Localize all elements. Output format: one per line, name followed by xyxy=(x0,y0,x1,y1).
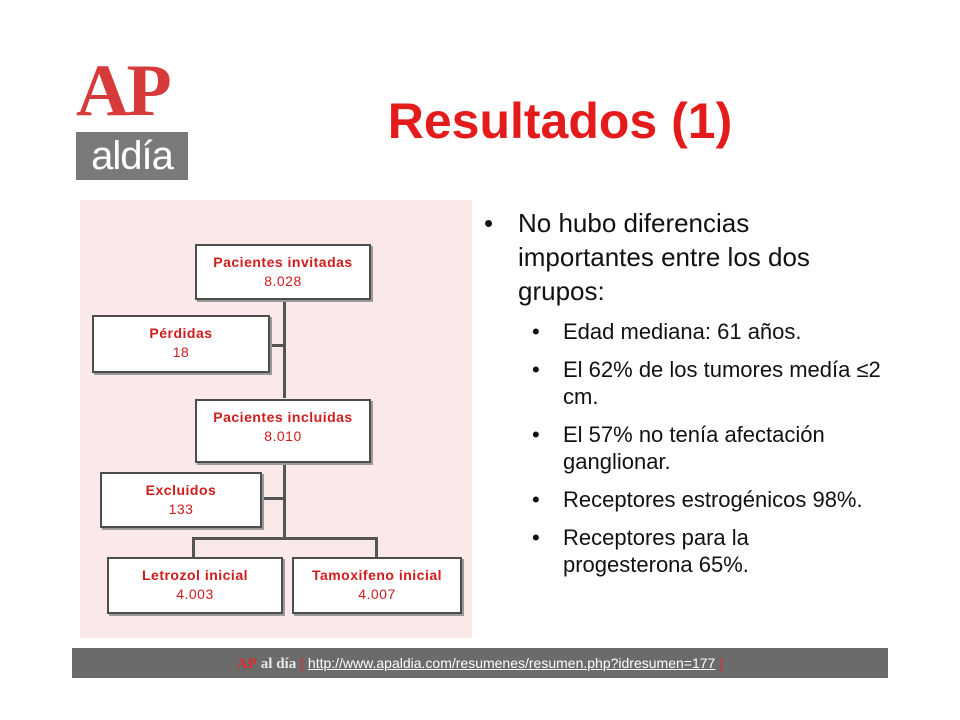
lost-label: Pérdidas xyxy=(149,325,213,341)
box-included xyxy=(195,399,371,463)
connector-excluded xyxy=(260,497,284,500)
box-tamoxifen xyxy=(292,557,462,614)
tamoxifen-value: 4.007 xyxy=(358,586,396,602)
bullet-sub-item: • El 62% de los tumores medía ≤2 cm. xyxy=(484,356,884,410)
footer-bar xyxy=(72,648,888,678)
results-bullet-list xyxy=(484,206,884,589)
excluded-label: Excluidos xyxy=(145,482,217,498)
box-lost xyxy=(92,315,270,373)
bullet-sub-item: • Edad mediana: 61 años. xyxy=(484,318,884,345)
bullet-sub-item: • Receptores estrogénicos 98%. xyxy=(484,486,884,513)
footer-url-link[interactable]: http://www.apaldia.com/resumenes/resumen.php?idresumen=177 xyxy=(307,655,716,671)
included-label: Pacientes incluidas xyxy=(213,409,353,425)
ap-al-dia-logo xyxy=(72,50,190,184)
connector-lost xyxy=(268,344,284,347)
connector-trunk-upper xyxy=(283,298,286,398)
footer-bracket-open: [ xyxy=(300,655,305,671)
invited-value: 8.028 xyxy=(264,273,302,289)
tamoxifen-label: Tamoxifeno inicial xyxy=(311,567,443,583)
flowchart xyxy=(80,200,472,638)
letrozole-label: Letrozol inicial xyxy=(141,567,248,583)
footer-ap: AP xyxy=(236,656,257,672)
box-excluded xyxy=(100,472,262,528)
connector-letrozole xyxy=(192,537,195,557)
letrozole-value: 4.003 xyxy=(176,586,214,602)
bullet-sub-item: • Receptores para la progesterona 65%. xyxy=(484,524,884,578)
bullet-sub-item: • El 57% no tenía afectación ganglionar. xyxy=(484,421,884,475)
logo-aldia-text: aldía xyxy=(76,132,188,180)
bullet-main: • No hubo diferencias importantes entre los dos grupos: xyxy=(484,206,884,308)
connector-split xyxy=(192,537,377,540)
footer-bracket-close: ] xyxy=(719,655,724,671)
footer-aldia: al día xyxy=(260,656,297,672)
connector-tamoxifen xyxy=(375,537,378,557)
included-value: 8.010 xyxy=(264,428,302,444)
logo-ap-text: AP xyxy=(76,50,169,132)
slide-title: Resultados (1) xyxy=(387,93,733,149)
invited-label: Pacientes invitadas xyxy=(213,254,353,270)
box-invited xyxy=(195,244,371,300)
lost-value: 18 xyxy=(172,344,190,360)
box-letrozole xyxy=(107,557,283,614)
excluded-value: 133 xyxy=(168,501,194,517)
